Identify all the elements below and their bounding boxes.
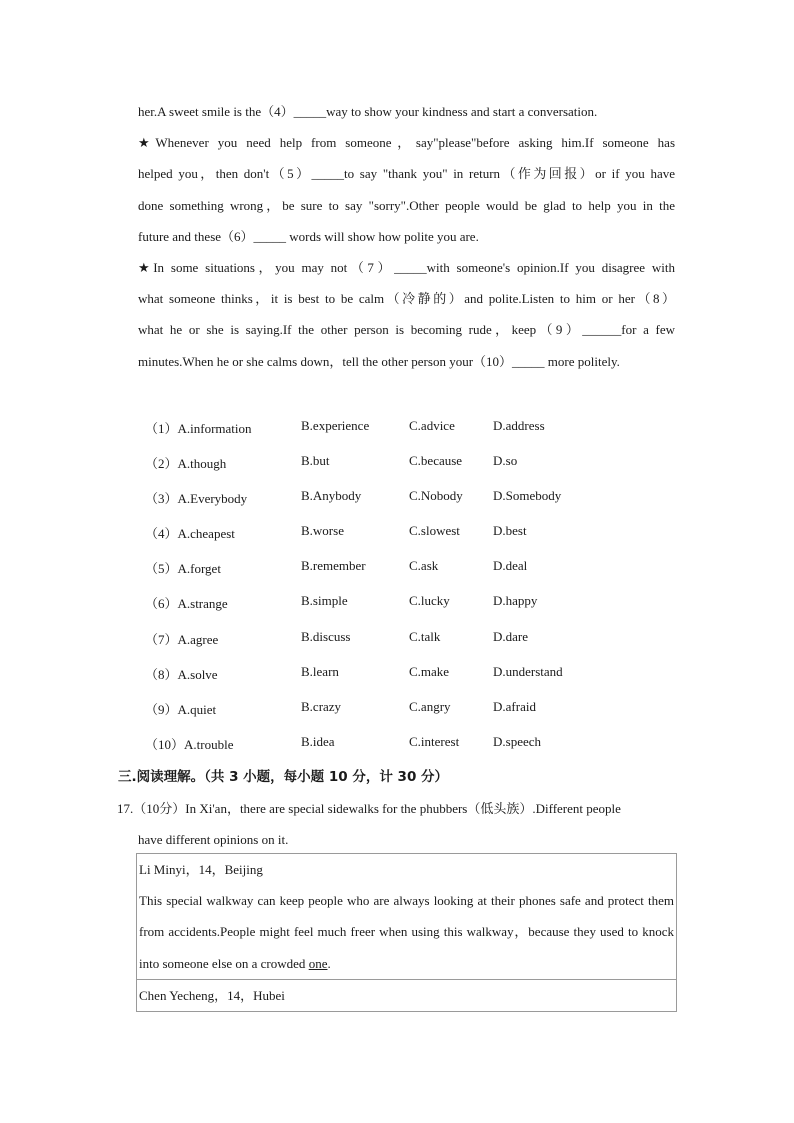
option-a: （2）A.though (145, 456, 227, 472)
option-b: B.Anybody (301, 488, 362, 504)
option-b: B.discuss (301, 628, 351, 644)
option-c: C.interest (409, 733, 460, 749)
option-b: B.idea (301, 733, 335, 749)
option-c: C.Nobody (409, 488, 463, 504)
option-b: B.but (301, 453, 330, 469)
passage-line: ★In some situations，you may not（7）_____with someone's opinion.If you disagree with (138, 260, 675, 276)
option-b: B.worse (301, 523, 344, 539)
cloze-passage (138, 96, 675, 377)
passage-line: what he or she is saying.If the other person is becoming rude，keep（9）______for a few (138, 322, 675, 338)
opinion-cell (137, 979, 676, 1011)
option-d: D.happy (493, 593, 538, 609)
option-d: D.understand (493, 663, 563, 679)
opinion-author: Li Minyi，14，Beijing (139, 862, 263, 877)
option-a: （5）A.forget (145, 561, 221, 577)
option-d: D.dare (493, 628, 529, 644)
option-c: C.angry (409, 698, 451, 714)
option-a: （6）A.strange (145, 596, 228, 612)
passage-line: what someone thinks，it is best to be calm（冷静的）and polite.Listen to him or her（8） (138, 291, 675, 307)
option-c: C.ask (409, 558, 439, 574)
option-a: （7）A.agree (145, 631, 219, 647)
option-c: C.advice (409, 418, 455, 433)
underlined-word: one (308, 955, 328, 971)
option-d: D.speech (493, 733, 542, 749)
passage-line: helped you，then don't（5）_____to say "thank you" in return（作为回报）or if you have (138, 166, 675, 182)
question-17-line1: 17.（10分）In Xi'an，there are special sidewalks for the phubbers（低头族）.Different people (117, 801, 621, 816)
option-d: D.deal (493, 558, 528, 574)
opinion-text-main: This special walkway can keep people who are always looking at their phones safe and protect them from accidents.People might feel much freer when using this walkway，because they used to knock into someone else on a crowded (139, 893, 674, 971)
option-a: （9）A.quiet (145, 701, 217, 717)
option-a: （8）A.solve (145, 666, 218, 682)
option-c: C.because (409, 453, 463, 469)
option-c: C.make (409, 663, 450, 679)
option-a: （3）A.Everybody (145, 491, 248, 507)
opinion-author: Chen Yecheng，14，Hubei (139, 987, 285, 1003)
option-d: D.Somebody (493, 488, 562, 504)
option-b: B.learn (301, 663, 339, 679)
opinion-text (139, 885, 674, 979)
option-d: D.so (493, 453, 518, 469)
option-c: C.talk (409, 628, 441, 644)
option-d: D.address (493, 418, 545, 433)
option-b: B.crazy (301, 698, 342, 714)
passage-line: her.A sweet smile is the（4）_____way to show your kindness and start a conversation. (138, 104, 598, 119)
option-a: （4）A.cheapest (145, 526, 235, 542)
option-a: （10）A.trouble (145, 736, 234, 752)
passage-line: ★Whenever you need help from someone，say"please"before asking him.If someone has (138, 135, 675, 151)
option-b: B.remember (301, 558, 366, 574)
option-b: B.simple (301, 593, 348, 609)
opinion-cell (137, 854, 676, 979)
option-d: D.best (493, 523, 527, 539)
option-c: C.lucky (409, 593, 450, 609)
option-a: （1）A.information (145, 421, 252, 436)
passage-line: minutes.When he or she calms down，tell the other person your（10）_____ more politely. (138, 353, 620, 369)
option-d: D.afraid (493, 698, 536, 714)
option-c: C.slowest (409, 523, 460, 539)
question-17-line2: have different opinions on it. (138, 832, 289, 847)
question-17 (117, 793, 675, 855)
opinion-text-end: . (327, 955, 331, 971)
section-heading: 三.阅读理解。（共 3 小题，每小题 10 分，计 30 分） (118, 769, 449, 785)
opinions-table (136, 853, 677, 1012)
passage-line: future and these（6）_____ words will show how polite you are. (138, 228, 479, 244)
passage-line: done something wrong，be sure to say "sorry".Other people would be glad to help you in the (138, 197, 675, 213)
option-b: B.experience (301, 418, 370, 433)
